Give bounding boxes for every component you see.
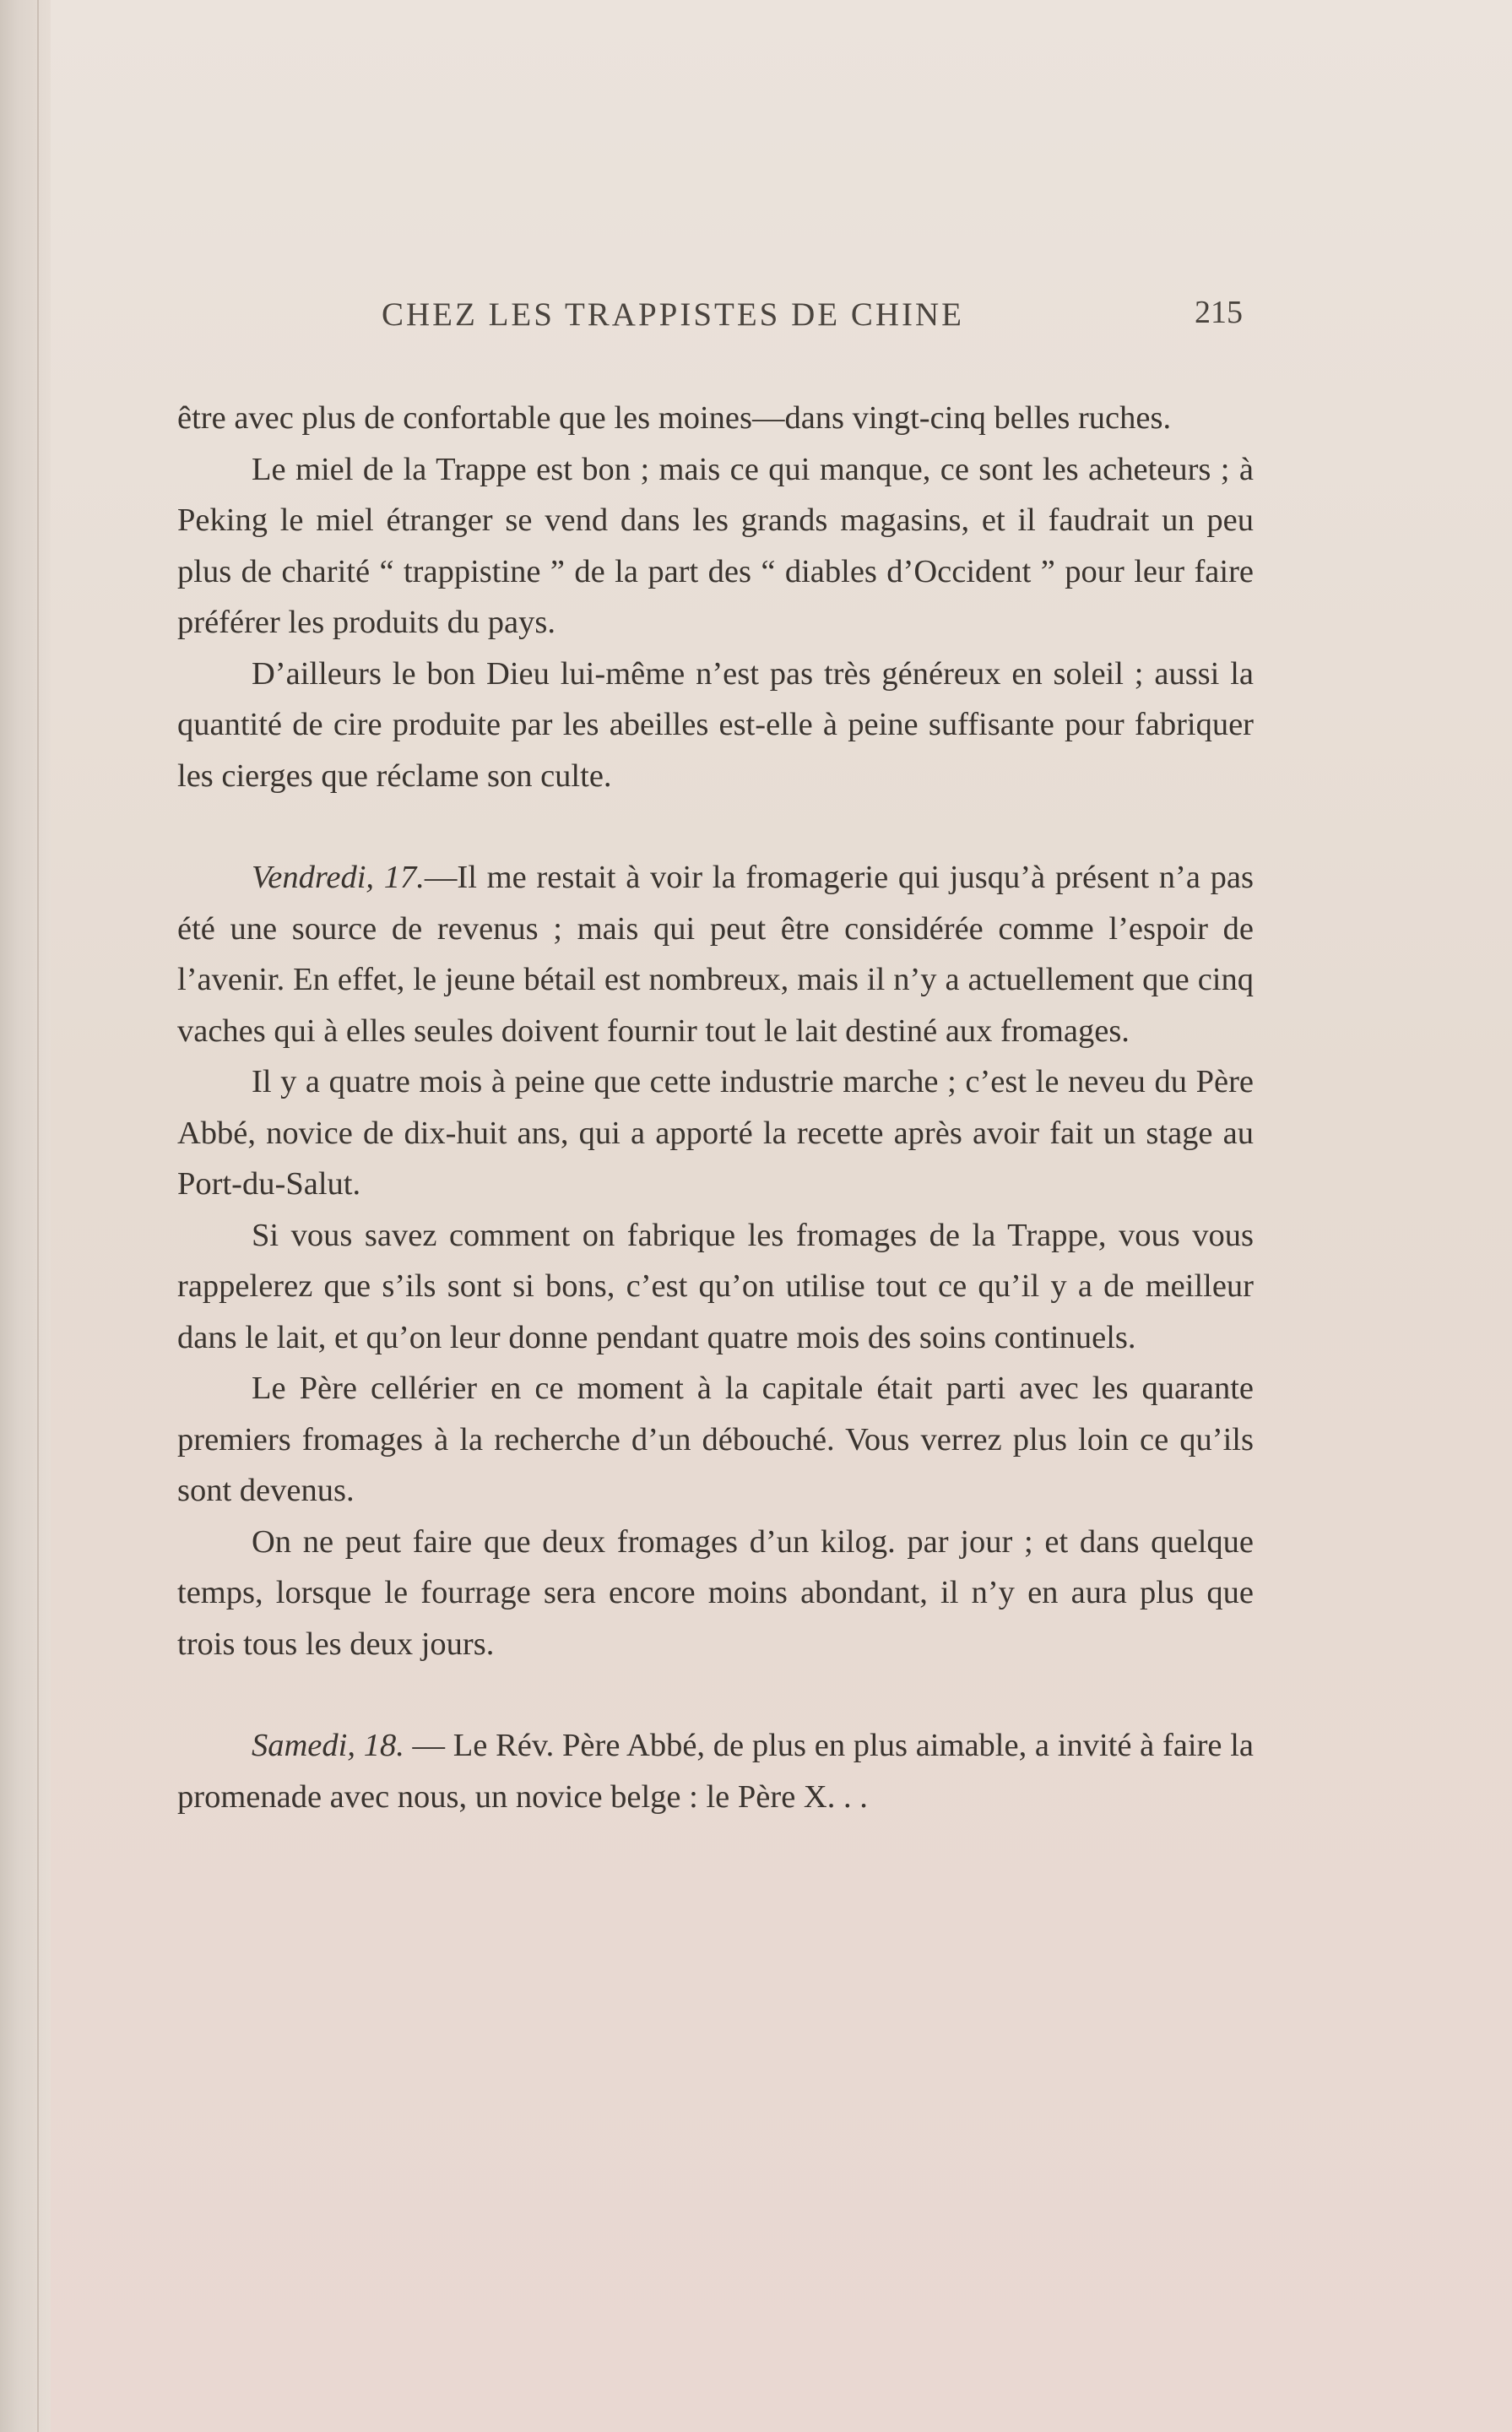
body-text bbox=[177, 393, 1254, 1822]
running-title: CHEZ LES TRAPPISTES DE CHINE bbox=[382, 296, 964, 333]
running-head bbox=[382, 296, 1243, 338]
paragraph-honey: Le miel de la Trappe est bon ; mais ce qui manque, ce sont les acheteurs ; à Peking le miel étranger se vend dans les grands magasins, et il faudrait un peu plus de charité “ trappistine ” de la part des “ diables d’Occident ” pour leur faire préférer les produits du pays. bbox=[177, 451, 1254, 640]
paragraph-sun: D’ailleurs le bon Dieu lui-même n’est pas très généreux en soleil ; aussi la quantité de cire produite par les abeilles est-elle à peine suffisante pour fabriquer les cierges que réclame son culte. bbox=[177, 655, 1254, 794]
paragraph-saturday: Samedi, 18. — Le Rév. Père Abbé, de plus en plus aimable, a invité à faire la promenade avec nous, un novice belge : le Père X. . . bbox=[177, 1728, 1255, 1815]
binding-gutter bbox=[0, 0, 51, 2432]
paragraph-cellarer: Le Père cellérier en ce moment à la capitale était parti avec les quarante premiers fromages à la recherche d’un débouché. Vous verrez plus loin ce qu’ils sont devenus. bbox=[177, 1371, 1254, 1508]
dateline-saturday: Samedi, 18. bbox=[252, 1728, 404, 1763]
paragraph-industry: Il y a quatre mois à peine que cette industrie marche ; c’est le neveu du Père Abbé, novice de dix-huit ans, qui a apporté la recette après avoir fait un stage au Port-du-Salut. bbox=[177, 1064, 1254, 1202]
gutter-edge bbox=[37, 0, 39, 2432]
dateline-friday: Vendredi, 17. bbox=[252, 860, 425, 895]
paragraph-production: On ne peut faire que deux fromages d’un kilog. par jour ; et dans quelque temps, lorsque le fourrage sera encore moins abondant, il n’y en aura plus que trois tous les deux jours. bbox=[177, 1523, 1254, 1662]
paragraph-friday: Vendredi, 17.—Il me restait à voir la fromagerie qui jusqu’à présent n’a pas été une source de revenus ; mais qui peut être considérée comme l’espoir de l’avenir. En effet, le jeune bétail est nombreux, mais il n’y a actuellement que cinq vaches qui à elles seules doivent fournir tout le lait destiné aux fromages. bbox=[177, 860, 1254, 1049]
paragraph-continued: être avec plus de confortable que les moines—dans vingt-cinq belles ruches. bbox=[177, 400, 1172, 436]
paragraph-cheese-making: Si vous savez comment on fabrique les fromages de la Trappe, vous vous rappelerez que s’ils sont si bons, c’est qu’on utilise tout ce qu’il y a de meilleur dans le lait, et qu’on leur donne pendant quatre mois des soins continuels. bbox=[177, 1217, 1254, 1355]
page-number: 215 bbox=[1195, 295, 1243, 330]
